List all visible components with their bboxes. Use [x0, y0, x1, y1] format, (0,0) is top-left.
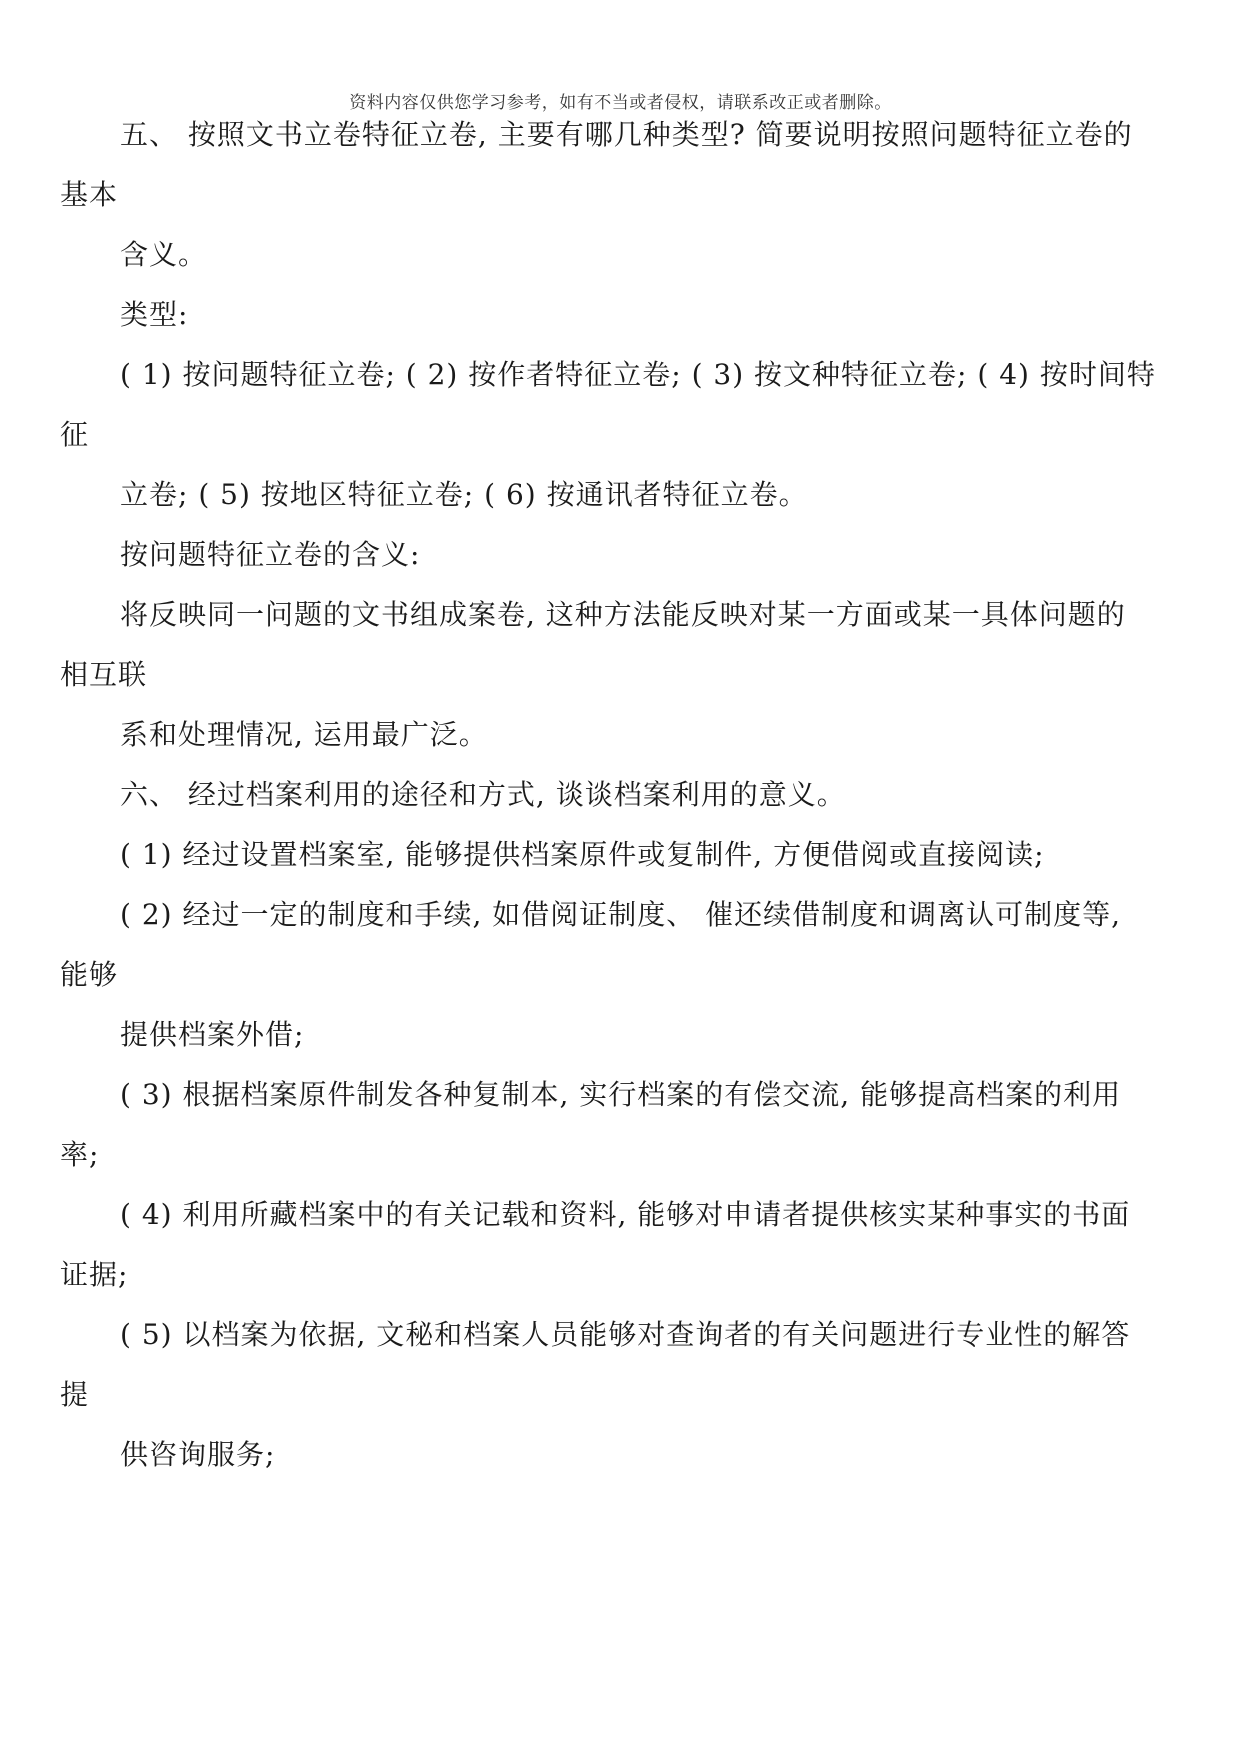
text-line: 按问题特征立卷的含义:: [120, 538, 421, 571]
text-line: 立卷; ( 5) 按地区特征立卷; ( 6) 按通讯者特征立卷。: [120, 478, 808, 511]
text-line: ( 1) 经过设置档案室, 能够提供档案原件或复制件, 方便借阅或直接阅读;: [120, 838, 1045, 871]
text-line: 供咨询服务;: [120, 1438, 276, 1471]
text-line: 征: [60, 418, 90, 451]
text-line: ( 2) 经过一定的制度和手续, 如借阅证制度、 催还续借制度和调离认可制度等,: [120, 898, 1122, 931]
text-line: ( 3) 根据档案原件制发各种复制本, 实行档案的有偿交流, 能够提高档案的利用: [120, 1078, 1122, 1111]
text-line: 提供档案外借;: [120, 1018, 305, 1051]
text-line: 含义。: [120, 238, 208, 271]
text-line: 类型:: [120, 298, 189, 331]
text-line: 五、 按照文书立卷特征立卷, 主要有哪几种类型? 简要说明按照问题特征立卷的: [120, 118, 1133, 151]
text-line: 证据;: [60, 1258, 129, 1291]
text-line: 将反映同一问题的文书组成案卷, 这种方法能反映对某一方面或某一具体问题的: [120, 598, 1126, 631]
text-line: 相互联: [60, 658, 148, 691]
text-line: ( 5) 以档案为依据, 文秘和档案人员能够对查询者的有关问题进行专业性的解答: [120, 1318, 1131, 1351]
text-line: 提: [60, 1378, 90, 1411]
text-line: 系和处理情况, 运用最广泛。: [120, 718, 488, 751]
text-line: ( 1) 按问题特征立卷; ( 2) 按作者特征立卷; ( 3) 按文种特征立卷; ( 4) 按时间特: [120, 358, 1156, 391]
text-line: 能够: [60, 958, 119, 991]
text-line: 率;: [60, 1138, 100, 1171]
text-line: 基本: [60, 178, 119, 211]
text-line: ( 4) 利用所藏档案中的有关记载和资料, 能够对申请者提供核实某种事实的书面: [120, 1198, 1131, 1231]
header-note: 资料内容仅供您学习参考，如有不当或者侵权，请联系改正或者删除。: [349, 93, 892, 113]
text-line: 六、 经过档案利用的途径和方式, 谈谈档案利用的意义。: [120, 778, 846, 811]
